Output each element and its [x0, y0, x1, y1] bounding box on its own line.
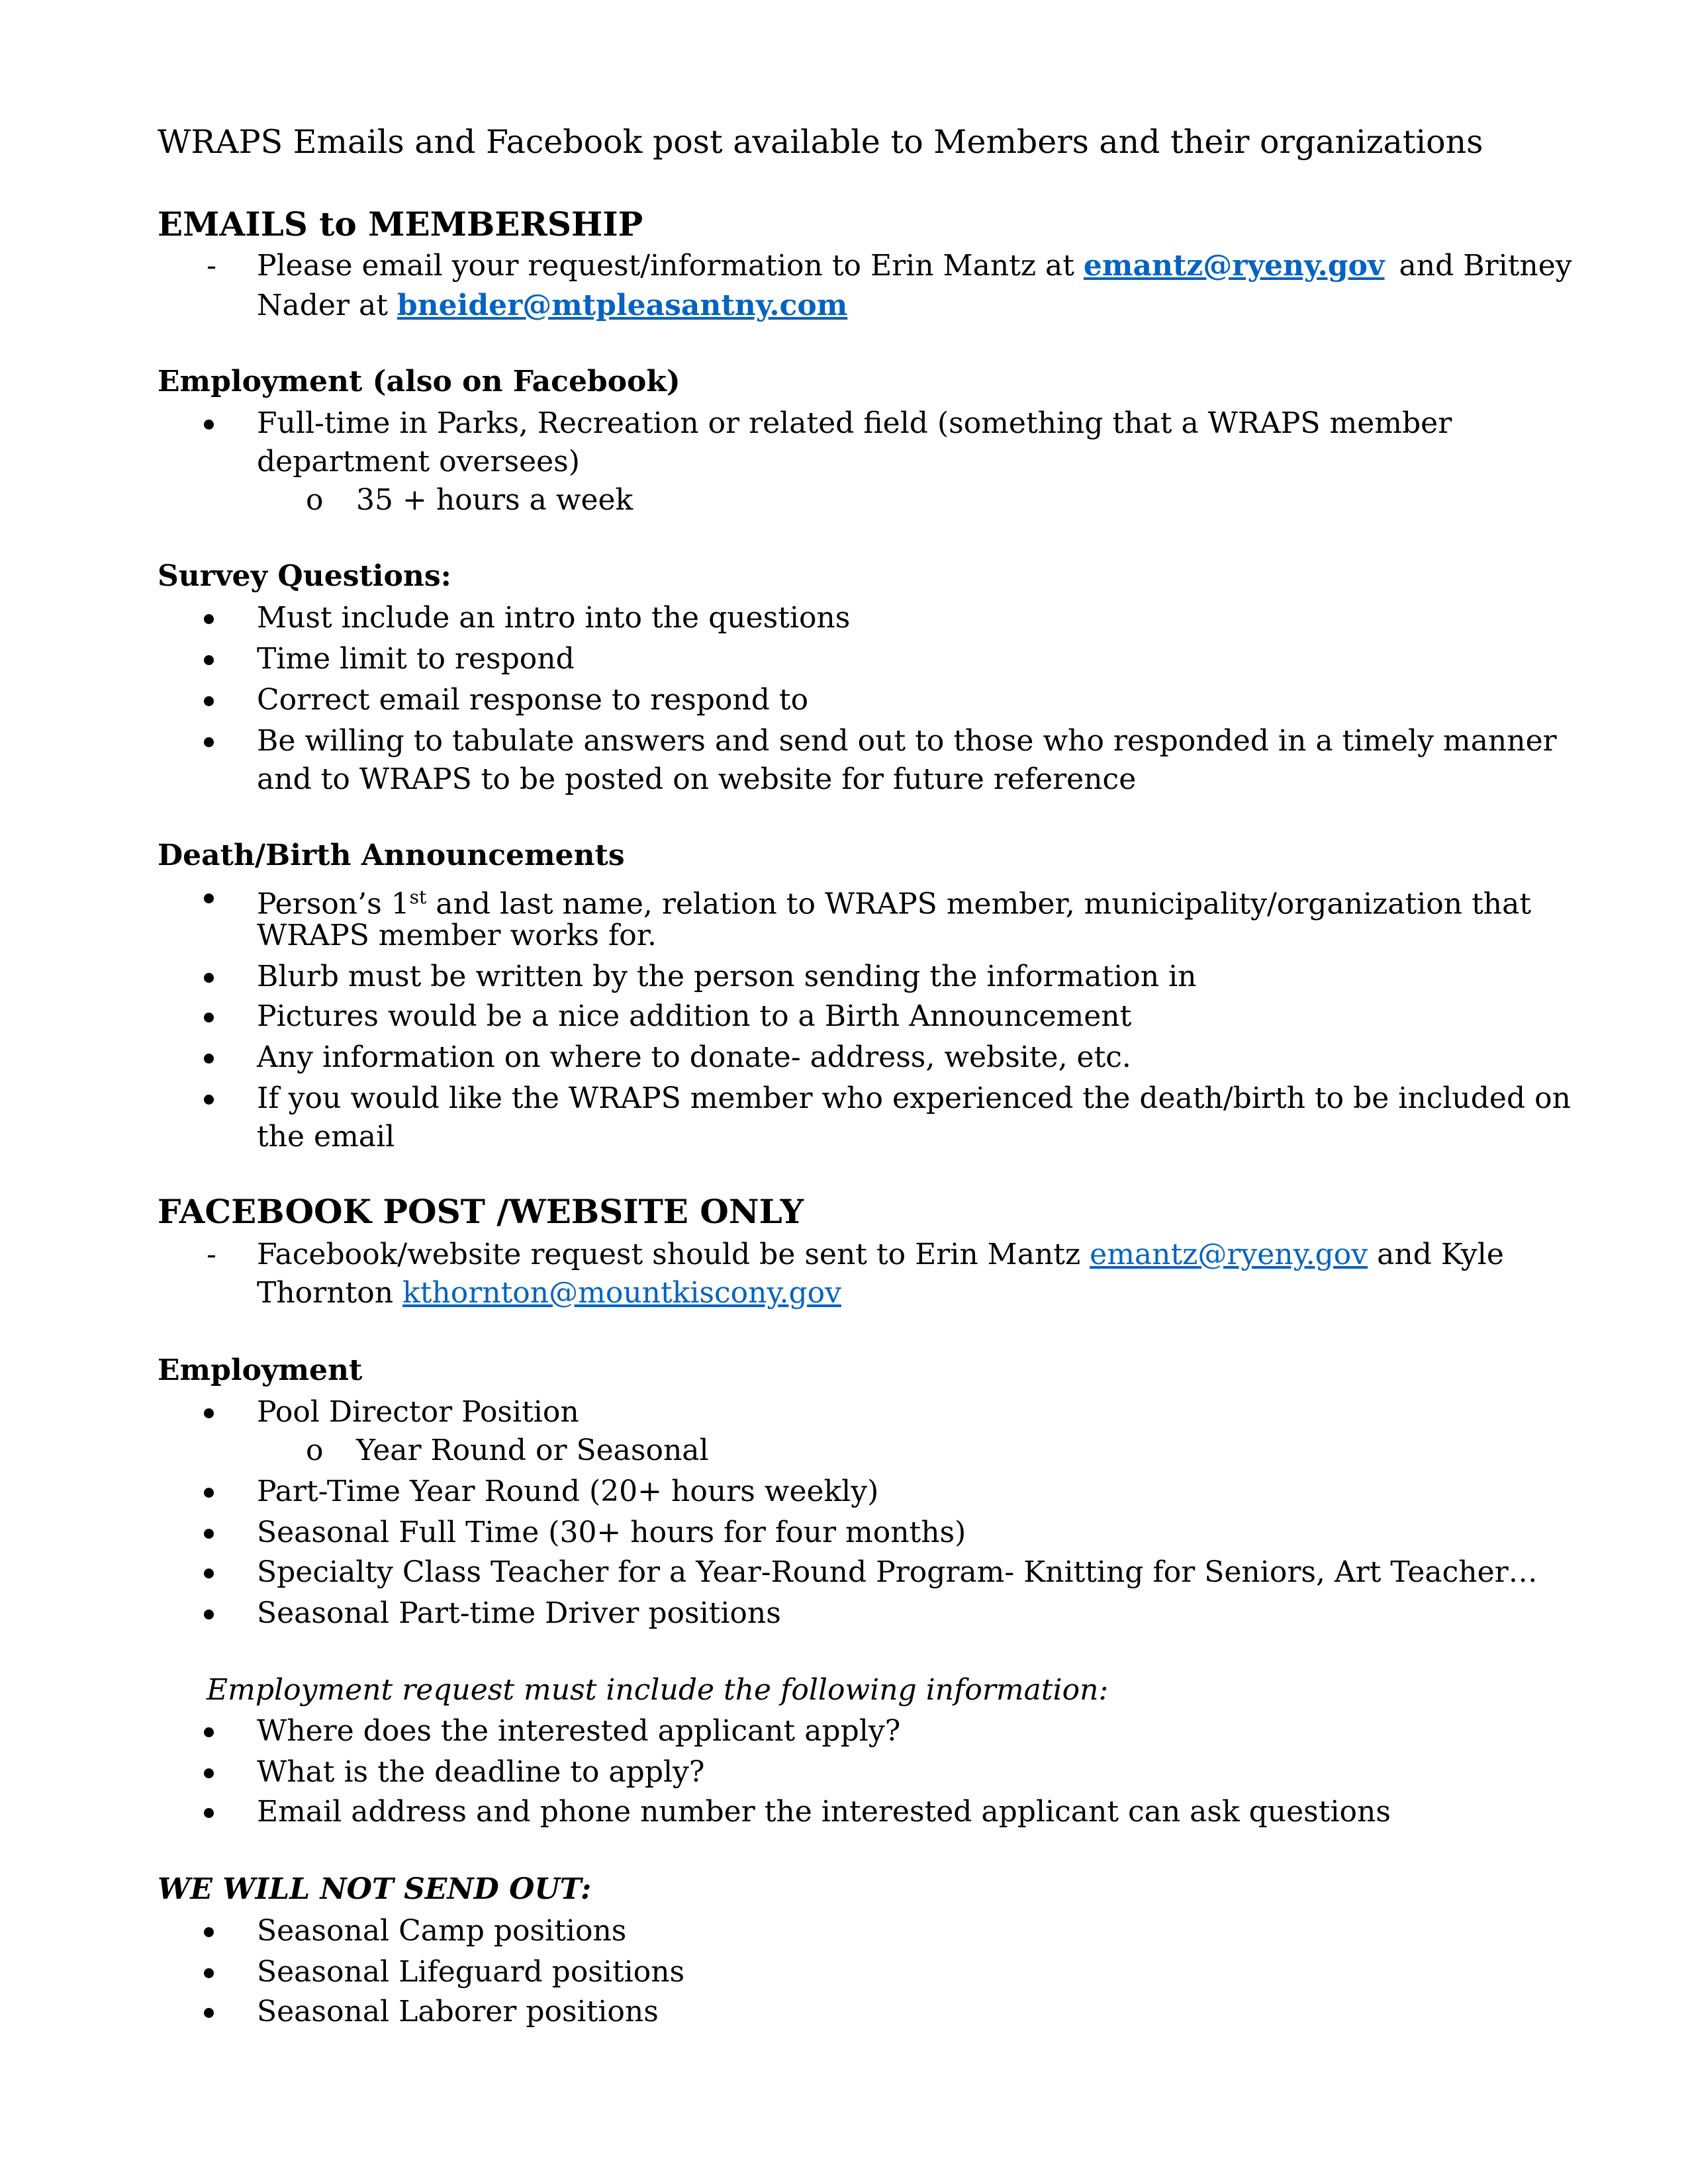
sub-bullet-icon: o	[306, 483, 324, 517]
item-text: and last name, relation to WRAPS member, municipality/organization that	[426, 887, 1532, 921]
list-item: Blurb must be written by the person sending the information in	[257, 960, 1197, 993]
contact-text: Nader at	[257, 289, 397, 322]
bullet-icon	[204, 737, 214, 747]
survey-heading: Survey Questions:	[158, 559, 451, 593]
bullet-icon	[204, 893, 214, 903]
list-item: Seasonal Camp positions	[257, 1914, 627, 1948]
dash-marker: -	[207, 1238, 216, 1271]
bullet-icon	[204, 1054, 214, 1064]
bullet-icon	[204, 973, 214, 983]
bullet-icon	[204, 1488, 214, 1498]
email-link-emantz[interactable]: emantz@ryeny.gov	[1083, 249, 1385, 283]
list-item: Where does the interested applicant apply?	[257, 1714, 901, 1748]
email-link-kthornton[interactable]: kthornton@mountkiscony.gov	[402, 1276, 841, 1310]
list-item: Must include an intro into the questions	[257, 601, 851, 635]
email-link-emantz[interactable]: emantz@ryeny.gov	[1090, 1238, 1368, 1271]
contact-text: Please email your request/information to Erin Mantz at	[257, 249, 1084, 283]
list-item-continuation: the email	[257, 1120, 395, 1154]
list-item: Seasonal Part-time Driver positions	[257, 1596, 781, 1630]
list-item: Any information on where to donate- address, website, etc.	[257, 1040, 1131, 1074]
bullet-icon	[204, 1408, 214, 1418]
contact-text: and Britney	[1399, 249, 1572, 283]
list-item: What is the deadline to apply?	[257, 1755, 705, 1789]
sub-list-item: Year Round or Seasonal	[356, 1433, 709, 1467]
list-item: Specialty Class Teacher for a Year-Round Program- Knitting for Seniors, Art Teacher…	[257, 1555, 1538, 1589]
emails-contact-line1	[257, 246, 1572, 286]
list-item: Seasonal Lifeguard positions	[257, 1955, 685, 1989]
list-item: Seasonal Full Time (30+ hours for four months)	[257, 1516, 966, 1549]
facebook-contact-line1	[257, 1235, 1504, 1275]
list-item-continuation: and to WRAPS to be posted on website for future reference	[257, 762, 1137, 796]
bullet-icon	[204, 1569, 214, 1578]
email-link-bneider[interactable]: bneider@mtpleasantny.com	[397, 289, 848, 322]
bullet-icon	[204, 696, 214, 706]
bullet-icon	[204, 1768, 214, 1778]
bullet-icon	[204, 1968, 214, 1978]
list-item: Time limit to respond	[257, 642, 575, 676]
document-title: WRAPS Emails and Facebook post available to Members and their organizations	[158, 123, 1483, 161]
list-item: Seasonal Laborer positions	[257, 1995, 659, 2028]
list-item: Email address and phone number the interested applicant can ask questions	[257, 1795, 1391, 1829]
ordinal-suffix: st	[409, 886, 427, 908]
not-send-heading: WE WILL NOT SEND OUT:	[158, 1872, 592, 1906]
contact-text: Facebook/website request should be sent to Erin Mantz	[257, 1238, 1090, 1271]
dash-marker: -	[207, 249, 216, 283]
bullet-icon	[204, 1095, 214, 1105]
contact-text: Thornton	[257, 1276, 403, 1310]
bullet-icon	[204, 1727, 214, 1737]
bullet-icon	[204, 655, 214, 665]
sub-list-item: 35 + hours a week	[356, 483, 633, 517]
bullet-icon	[204, 2008, 214, 2018]
list-item-continuation: department oversees)	[257, 445, 580, 478]
list-item-continuation: WRAPS member works for.	[257, 919, 657, 952]
bullet-icon	[204, 1610, 214, 1619]
bullet-icon	[204, 1013, 214, 1023]
list-item: Pool Director Position	[257, 1395, 579, 1429]
facebook-contact-line2	[257, 1273, 841, 1313]
emails-heading: EMAILS to MEMBERSHIP	[158, 205, 643, 244]
bullet-icon	[204, 1529, 214, 1539]
sub-bullet-icon: o	[306, 1433, 324, 1467]
bullet-icon	[204, 420, 214, 430]
list-item: Correct email response to respond to	[257, 683, 809, 717]
list-item: Be willing to tabulate answers and send out to those who responded in a timely manner	[257, 724, 1557, 758]
bullet-icon	[204, 1808, 214, 1818]
employment-fb-heading: Employment	[158, 1353, 363, 1387]
facebook-heading: FACEBOOK POST /WEBSITE ONLY	[158, 1192, 804, 1231]
list-item: Full-time in Parks, Recreation or related field (something that a WRAPS member	[257, 406, 1452, 440]
bullet-icon	[204, 1927, 214, 1937]
item-text: Person’s 1	[257, 887, 410, 921]
list-item: Pictures would be a nice addition to a Birth Announcement	[257, 999, 1132, 1033]
list-item: Part-Time Year Round (20+ hours weekly)	[257, 1475, 879, 1508]
emails-contact-line2	[257, 286, 847, 326]
employment-email-heading: Employment (also on Facebook)	[158, 365, 680, 398]
list-item: If you would like the WRAPS member who experienced the death/birth to be included on	[257, 1081, 1571, 1115]
employment-request-note: Employment request must include the following information:	[207, 1673, 1109, 1707]
contact-text: and Kyle	[1368, 1238, 1504, 1271]
announcements-heading: Death/Birth Announcements	[158, 839, 625, 872]
bullet-icon	[204, 614, 214, 624]
